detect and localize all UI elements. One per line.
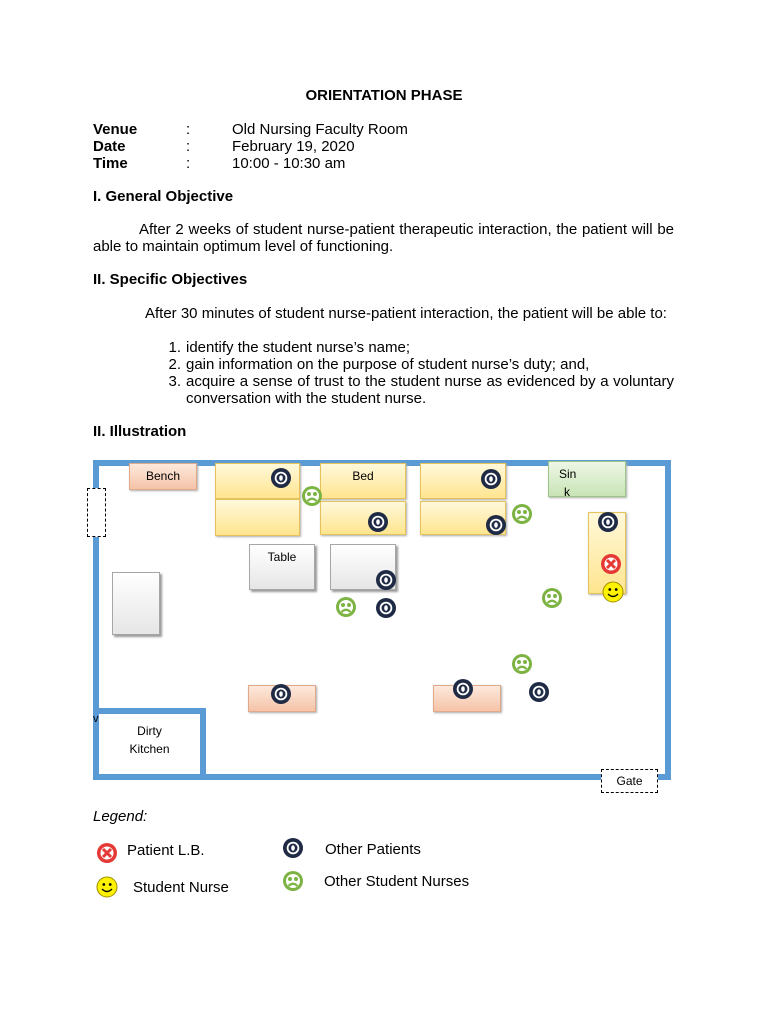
other-student-nurse-icon [541,587,563,609]
other-patient-icon [270,467,292,489]
legend-other-students-label: Other Student Nurses [324,873,470,890]
objectives-list [168,339,674,407]
other-patient-icon [485,514,507,536]
student-nurse-icon [96,876,118,898]
patient-lb-icon [600,553,622,575]
other-patient-icon [270,683,292,705]
cabinet [112,572,160,635]
bed-4 [320,501,406,535]
legend-others-label: Other Patients [325,841,421,858]
illustration-heading: II. Illustration [93,423,187,440]
time-label: Time [93,155,128,172]
general-objective-text: After 2 weeks of student nurse-patient therapeutic interaction, the patient will be able to maintain optimum level of functioning. [93,221,674,255]
dirty-kitchen [93,708,206,780]
other-student-nurse-icon [301,485,323,507]
specific-objectives-intro: After 30 minutes of student nurse-patient interaction, the patient will be able to: [145,305,667,322]
other-patient-icon [597,511,619,533]
info-block [93,121,408,172]
venue-label: Venue [93,121,138,138]
kitchen-label-line2: Kitchen [129,742,170,756]
sink-label-line1: Sin [559,467,577,481]
gate [601,769,658,793]
date-colon: : [186,138,191,155]
other-student-nurse-icon [335,596,357,618]
other-patient-icon [528,681,550,703]
side-door [87,488,106,537]
other-patient-icon [375,597,397,619]
table-1 [249,544,315,590]
legend-heading: Legend: [93,808,148,825]
bed-2 [215,499,300,536]
student-nurse-icon [602,581,624,603]
sink [548,461,626,497]
specific-objectives-heading: II. Specific Objectives [93,271,248,288]
bed-label: Bed [352,469,374,483]
venue-value: Old Nursing Faculty Room [232,121,408,138]
gate-label: Gate [616,774,643,788]
date-value: February 19, 2020 [232,138,355,155]
list-item: 3. acquire a sense of trust to the student nurse as evidenced by a voluntary conversation with the student nurse. [168,373,674,407]
time-value: 10:00 - 10:30 am [232,155,346,172]
bed-3 [320,463,406,499]
other-patient-icon [367,511,389,533]
other-student-nurse-icon [511,653,533,675]
table-label: Table [267,550,297,564]
page-title: ORIENTATION PHASE [305,87,463,104]
list-item: 1. identify the student nurse’s name; [168,339,411,356]
patient-lb-icon [96,842,118,864]
time-colon: : [186,155,191,172]
list-item: 2. gain information on the purpose of student nurse’s duty; and, [168,356,590,373]
legend-student-label: Student Nurse [133,879,229,896]
bench [129,463,197,490]
other-patient-icon [480,468,502,490]
date-label: Date [93,138,126,155]
other-student-nurse-icon [511,503,533,525]
other-patient-icon [282,837,304,859]
stray-mark: v [93,713,99,725]
bench-label: Bench [145,469,181,483]
sink-label-line2: k [564,485,570,499]
venue-colon: : [186,121,191,138]
other-patient-icon [452,678,474,700]
general-objective-heading: I. General Objective [93,188,234,205]
other-patient-icon [375,569,397,591]
kitchen-label-line1: Dirty [137,724,162,738]
legend-patient-label: Patient L.B. [127,842,205,859]
other-student-nurse-icon [282,870,304,892]
